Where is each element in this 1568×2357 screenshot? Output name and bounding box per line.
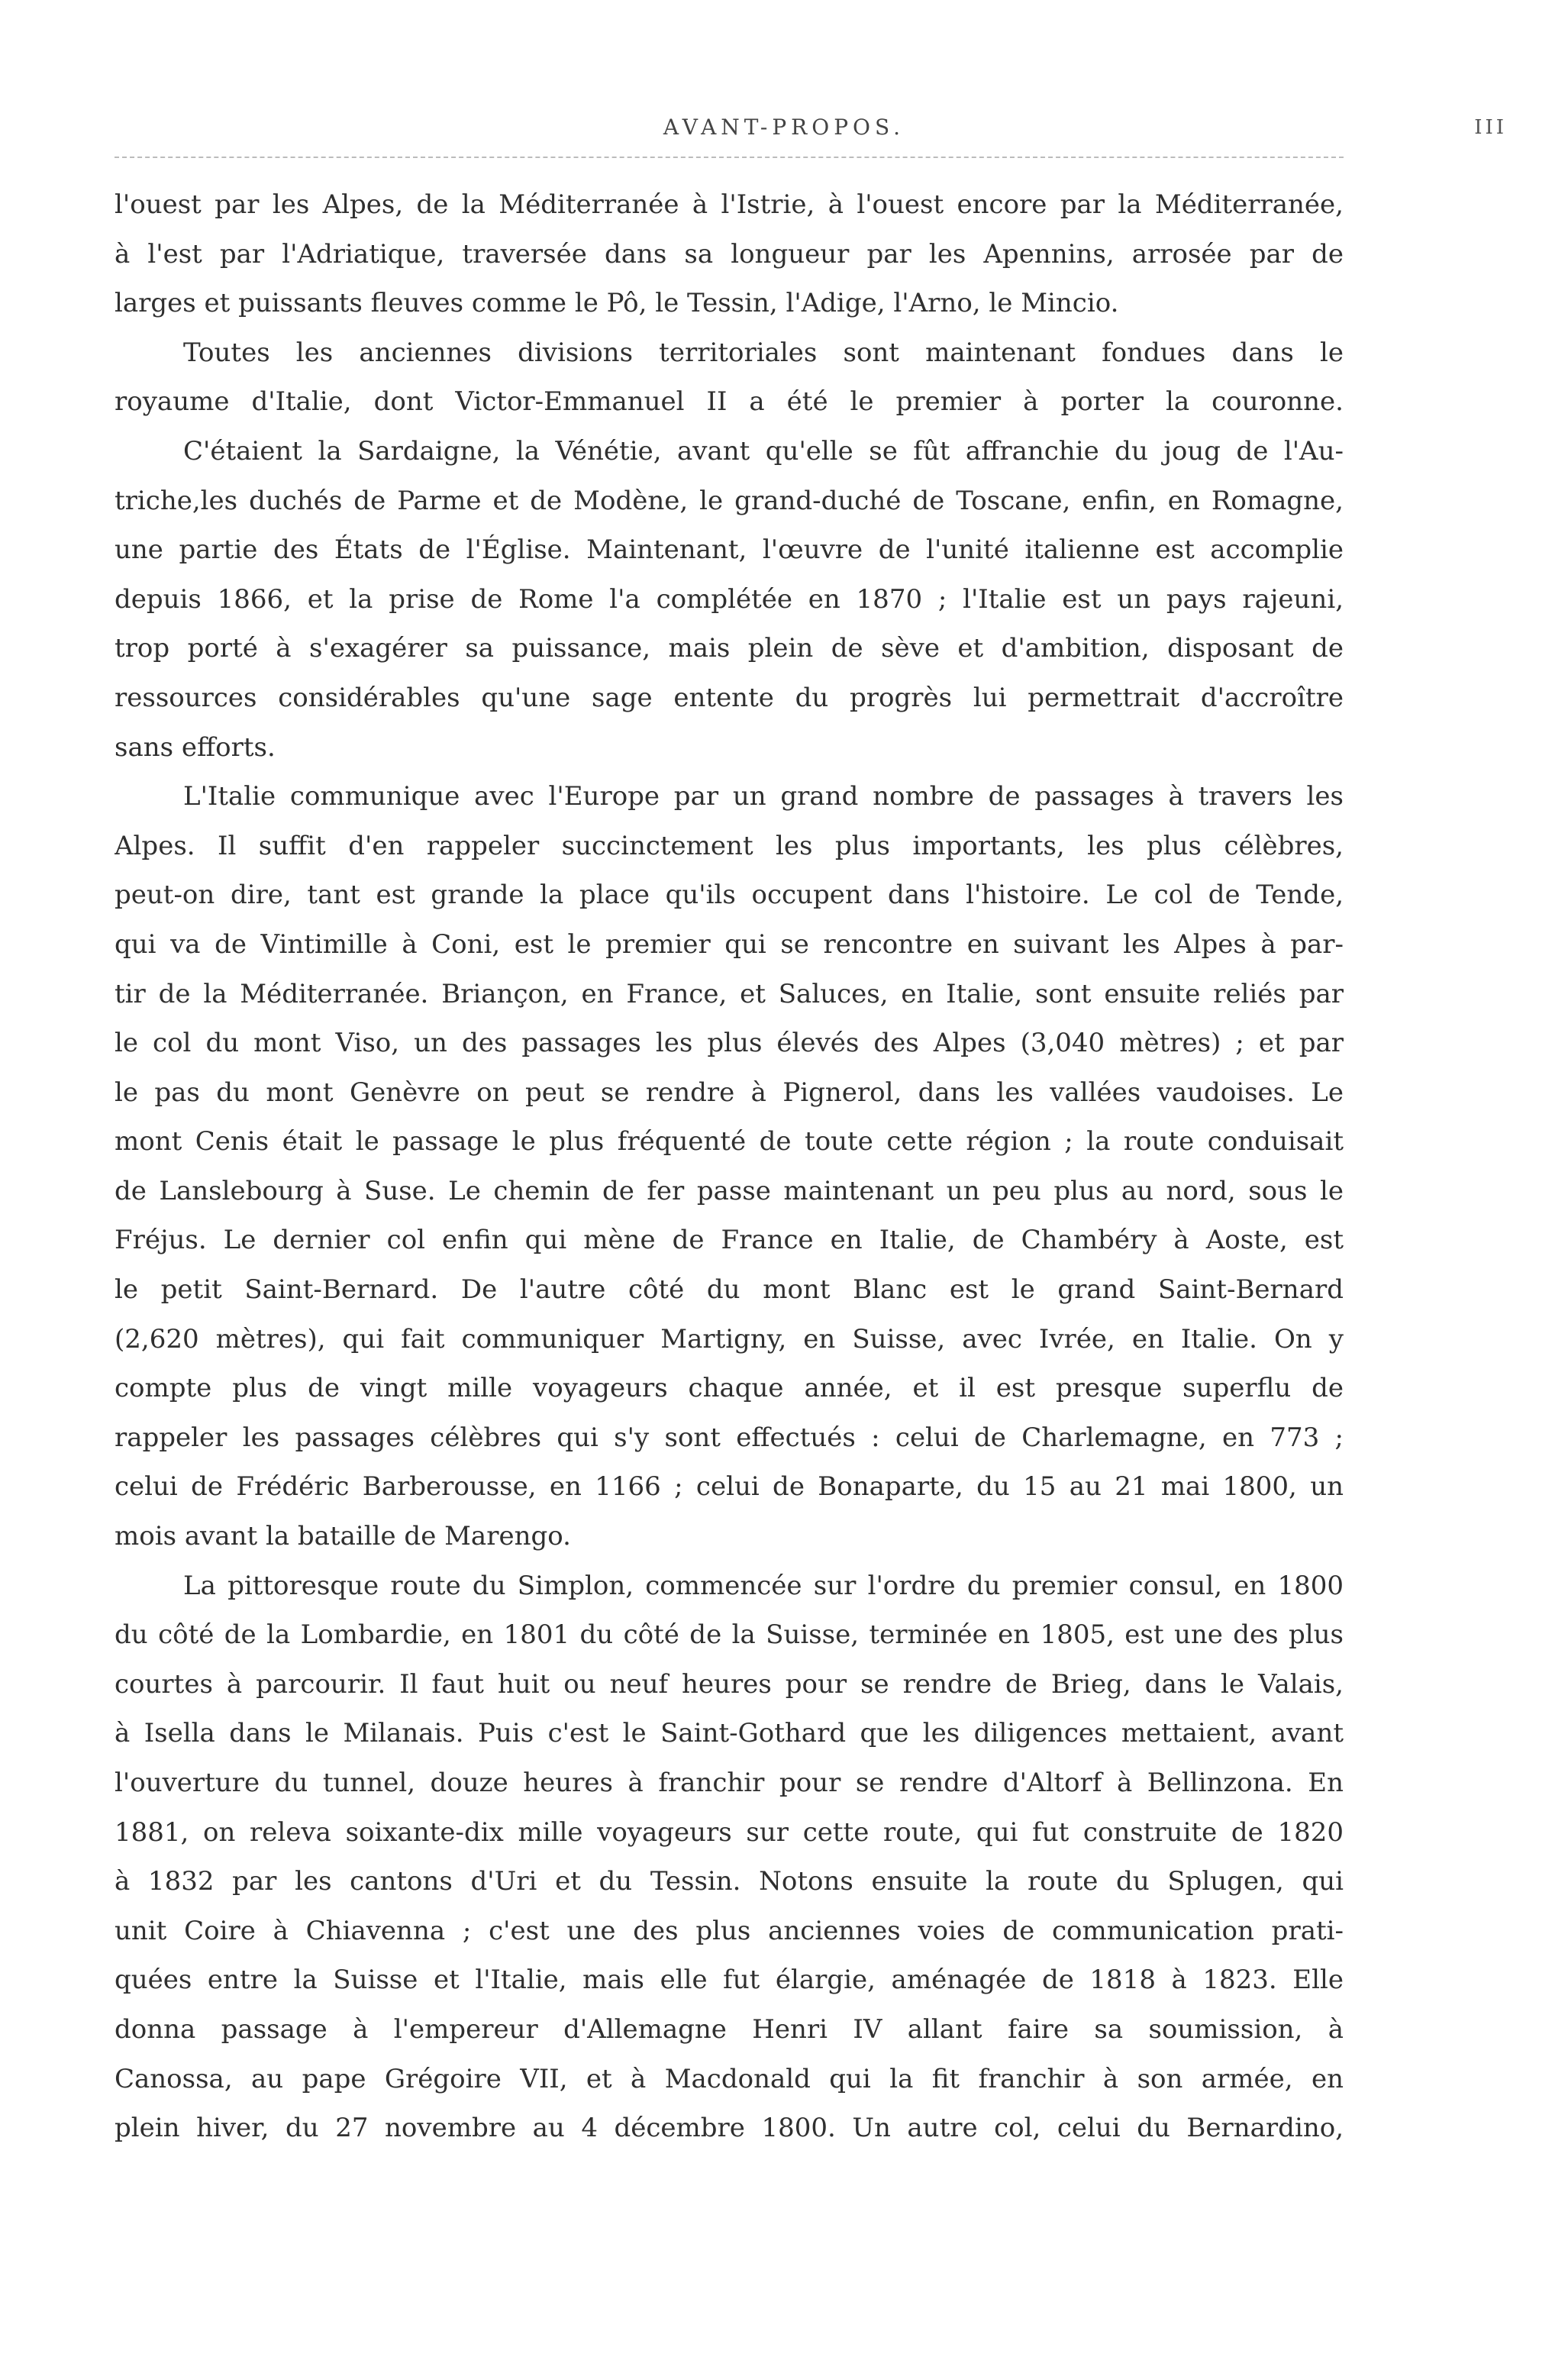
text-line: peut-on dire, tant est grande la place qu'ils occupent dans l'histoire. Le col de Tende,: [115, 880, 1344, 911]
text-line: triche,les duchés de Parme et de Modène, le grand-duché de Toscane, enfin, en Romagne,: [115, 485, 1344, 516]
text-line: (2,620 mètres), qui fait communiquer Martigny, en Suisse, avec Ivrée, en Italie. On y: [115, 1323, 1344, 1354]
text-line: mois avant la bataille de Marengo.: [115, 1521, 571, 1552]
text-line: unit Coire à Chiavenna ; c'est une des plus anciennes voies de communication prati-: [115, 1915, 1344, 1946]
text-line: Alpes. Il suffit d'en rappeler succinctement les plus importants, les plus célèbres,: [115, 830, 1344, 861]
text-line: donna passage à l'empereur d'Allemagne Henri IV allant faire sa soumission, à: [115, 2013, 1344, 2045]
text-line: le col du mont Viso, un des passages les plus élevés des Alpes (3,040 mètres) ; et par: [115, 1028, 1344, 1059]
text-line: 1881, on releva soixante-dix mille voyageurs sur cette route, qui fut construite de 1820: [115, 1816, 1344, 1848]
text-line: le petit Saint-Bernard. De l'autre côté du mont Blanc est le grand Saint-Bernard: [115, 1274, 1344, 1306]
text-line: à Isella dans le Milanais. Puis c'est le Saint-Gothard que les diligences mettaient, avant: [115, 1718, 1344, 1749]
text-line: C'étaient la Sardaigne, la Vénétie, avant qu'elle se fût affranchie du joug de l'Au-: [183, 435, 1344, 467]
text-line: à l'est par l'Adriatique, traversée dans sa longueur par les Apennins, arrosée par de: [115, 238, 1344, 270]
text-line: trop porté à s'exagérer sa puissance, mais plein de sève et d'ambition, disposant de: [115, 633, 1344, 664]
text-line: courtes à parcourir. Il faut huit ou neuf heures pour se rendre de Brieg, dans le Valais,: [115, 1668, 1344, 1700]
text-line: royaume d'Italie, dont Victor-Emmanuel II a été le premier à porter la couronne.: [115, 386, 1344, 418]
text-line: L'Italie communique avec l'Europe par un grand nombre de passages à travers les: [183, 781, 1344, 812]
header-rule: [115, 157, 1344, 158]
text-line: Fréjus. Le dernier col enfin qui mène de France en Italie, de Chambéry à Aoste, est: [115, 1225, 1344, 1256]
text-line: l'ouverture du tunnel, douze heures à franchir pour se rendre d'Altorf à Bellinzona. En: [115, 1768, 1344, 1798]
text-line: quées entre la Suisse et l'Italie, mais elle fut élargie, aménagée de 1818 à 1823. Elle: [115, 1965, 1344, 1996]
text-line: à 1832 par les cantons d'Uri et du Tessin. Notons ensuite la route du Splugen, qui: [115, 1866, 1344, 1897]
body-text: [115, 180, 1344, 2153]
page-number: III: [1474, 116, 1507, 139]
text-line: tir de la Méditerranée. Briançon, en France, et Saluces, en Italie, sont ensuite reliés par: [115, 978, 1344, 1009]
text-line: depuis 1866, et la prise de Rome l'a complétée en 1870 ; l'Italie est un pays rajeuni,: [115, 583, 1344, 615]
text-line: l'ouest par les Alpes, de la Méditerranée à l'Istrie, à l'ouest encore par la Méditerranée,: [115, 189, 1344, 220]
text-line: plein hiver, du 27 novembre au 4 décembre 1800. Un autre col, celui du Bernardino,: [115, 2113, 1344, 2144]
text-line: La pittoresque route du Simplon, commencée sur l'ordre du premier consul, en 1800: [183, 1570, 1344, 1601]
text-line: mont Cenis était le passage le plus fréquenté de toute cette région ; la route conduisait: [115, 1126, 1344, 1158]
text-line: Canossa, au pape Grégoire VII, et à Macdonald qui la fit franchir à son armée, en: [115, 2063, 1344, 2094]
text-line: larges et puissants fleuves comme le Pô, le Tessin, l'Adige, l'Arno, le Mincio.: [115, 288, 1119, 319]
text-line: compte plus de vingt mille voyageurs chaque année, et il est presque superflu de: [115, 1373, 1344, 1404]
text-line: sans efforts.: [115, 731, 276, 763]
text-line: celui de Frédéric Barberousse, en 1166 ; celui de Bonaparte, du 15 au 21 mai 1800, un: [115, 1471, 1344, 1503]
text-line: rappeler les passages célèbres qui s'y sont effectués : celui de Charlemagne, en 773 ;: [115, 1422, 1344, 1453]
text-line: une partie des États de l'Église. Maintenant, l'œuvre de l'unité italienne est accomplie: [115, 534, 1344, 566]
text-line: ressources considérables qu'une sage entente du progrès lui permettrait d'accroître: [115, 682, 1344, 713]
text-line: Toutes les anciennes divisions territoriales sont maintenant fondues dans le: [183, 337, 1344, 368]
text-line: qui va de Vintimille à Coni, est le premier qui se rencontre en suivant les Alpes à par-: [115, 928, 1344, 960]
text-line: du côté de la Lombardie, en 1801 du côté de la Suisse, terminée en 1805, est une des plus: [115, 1619, 1344, 1651]
running-title: AVANT-PROPOS.: [663, 115, 905, 140]
text-line: de Lanslebourg à Suse. Le chemin de fer passe maintenant un peu plus au nord, sous le: [115, 1175, 1344, 1206]
text-line: le pas du mont Genèvre on peut se rendre à Pignerol, dans les vallées vaudoises. Le: [115, 1077, 1344, 1108]
